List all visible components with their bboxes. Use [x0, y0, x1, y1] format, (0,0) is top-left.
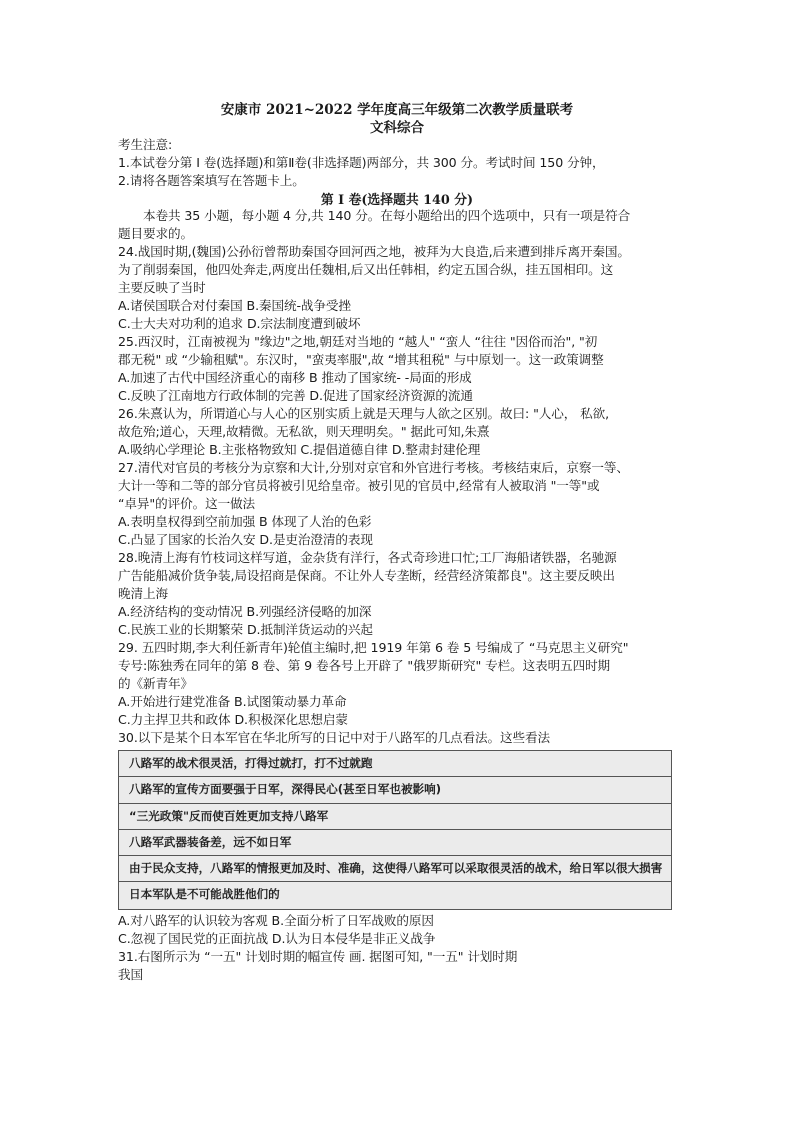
question-24-options: A.诸侯国联合对付秦国 B.秦国统-战争受挫 [118, 298, 351, 313]
question-30-options: A.对八路军的认识较为客观 B.全面分析了日军战败的原因 [118, 913, 434, 928]
exam-subtitle: 文科综合 [370, 120, 424, 136]
table-row: 八路军的宣传方面要强于日军，深得民心(甚至日军也被影响) [119, 777, 671, 803]
section-title: 第 I 卷(选择题共 140 分) [320, 193, 474, 208]
exam-title: 安康市 2021~2022 学年度高三年级第二次教学质量联考 [220, 102, 574, 118]
question-24-text: 为了削弱秦国，他四处奔走,两度出任魏相,后又出任韩相，约定五国合纵，挂五国相印。这 [118, 262, 614, 277]
question-28-text: 广告能船减价货争装,局设招商是保商。不让外人专垄断，经营经济策都良"。这主要反映出 [118, 568, 615, 583]
question-29-text: 29. 五四时期,李大利任新青年)轮值主编时,把 1919 年第 6 卷 5 号编成了 “马克思主义研究" [118, 640, 629, 655]
question-27-text: 27.清代对官员的考核分为京察和大计,分别对京官和外官进行考核。考核结束后，京察一等、 [118, 460, 629, 475]
question-27-text: 大计一等和二等的部分官员将被引见给皇帝。被引见的官员中,经常有人被取消 "一等"或 [118, 478, 600, 493]
question-24-options: C.士大夫对功利的追求 D.宗法制度遭到破坏 [118, 316, 361, 331]
question-28-options: A.经济结构的变动情况 B.列强经济侵略的加深 [118, 604, 372, 619]
question-29-options: C.力主捍卫共和政体 D.积极深化思想启蒙 [118, 712, 348, 727]
table-row: 日本军队是不可能战胜他们的 [129, 887, 280, 902]
table-row: 八路军武器装备差，远不如日军 [119, 830, 671, 856]
notice-heading: 考生注意: [118, 137, 173, 152]
notice-line: 2.请将各题答案填写在答题卡上。 [118, 173, 305, 188]
question-25-options: C.反映了江南地方行政体制的完善 D.促进了国家经济资源的流通 [118, 388, 473, 403]
question-24-text: 主要反映了当时 [118, 280, 206, 295]
question-28-text: 28.晚清上海有竹枝词这样写道，金杂货有洋行，各式奇珍进口忙;工厂海船诸铁器，名驰源 [118, 550, 617, 565]
section-intro: 本卷共 35 小题，每小题 4 分,共 140 分。在每小题给出的四个选项中，只有一项是符合 [118, 208, 631, 223]
table-row: 由于民众支持，八路军的情报更加及时、准确，这使得八路军可以采取很灵活的战术，给日军以很大损害 [119, 856, 671, 882]
question-26-text: 26.朱熹认为，所谓道心与人心的区别实质上就是天理与人欲之区别。故曰: "人心， 私欲, [118, 406, 610, 421]
question-26-options: A.吸纳心学理论 B.主张格物致知 C.提倡道德自律 D.整肃封建伦理 [118, 442, 481, 457]
question-28-options: C.民族工业的长期繁荣 D.抵制洋货运动的兴起 [118, 622, 373, 637]
notice-line: 1.本试卷分第 I 卷(选择题)和第Ⅱ卷(非选择题)两部分，共 300 分。考试时间 150 分钟， [118, 155, 605, 170]
question-27-options: A.表明皇权得到空前加强 B 体现了人治的色彩 [118, 514, 372, 529]
section-intro: 题目要求的。 [118, 226, 193, 241]
question-30-text: 30.以下是某个日本军官在华北所写的日记中对于八路军的几点看法。这些看法 [118, 730, 551, 745]
question-25-text: 郡无税" 或 “少输租赋"。东汉时，"蛮夷率服",故 “增其租税" 与中原划一。这一政策调整 [118, 352, 604, 367]
question-25-options: A.加速了古代中国经济重心的南移 B 推动了国家统- -局面的形成 [118, 370, 472, 385]
question-29-text: 专号:陈独秀在同年的第 8 卷、第 9 卷各号上开辟了 "俄罗斯研究" 专栏。这表明五四时期 [118, 658, 611, 673]
question-24-text: 24.战国时期,(魏国)公孙衍曾帮助秦国夺回河西之地，被拜为大良造,后来遭到排斥离开秦国。 [118, 244, 630, 259]
question-31-text: 我国 [118, 967, 143, 982]
diary-table [118, 750, 672, 910]
question-29-text: 的《新青年》 [118, 676, 193, 691]
question-30-options: C.忽视了国民党的正面抗战 D.认为日本侵华是非正义战争 [118, 931, 436, 946]
question-26-text: 故危殆;道心，天理,故精微。无私欲，则天理明矣。" 据此可知,朱熹 [118, 424, 490, 439]
table-row: 八路军的战术很灵活，打得过就打，打不过就跑 [119, 751, 671, 777]
question-29-options: A.开始进行建党准备 B.试图策动暴力革命 [118, 694, 347, 709]
question-27-options: C.凸显了国家的长治久安 D.是吏治澄清的表现 [118, 532, 373, 547]
question-27-text: “卓异"的评价。这一做法 [118, 496, 256, 511]
question-31-text: 31.右图所示为 “一五" 计划时期的幅宣传 画. 据图可知, "一五" 计划时期 [118, 949, 518, 964]
table-row: “三光政策"反而使百姓更加支持八路军 [119, 804, 671, 830]
question-28-text: 晚清上海 [118, 586, 168, 601]
question-25-text: 25.西汉时，江南被视为 "缘边"之地,朝廷对当地的 “越人" “蛮人 “往往 "因俗而治", "初 [118, 334, 598, 349]
